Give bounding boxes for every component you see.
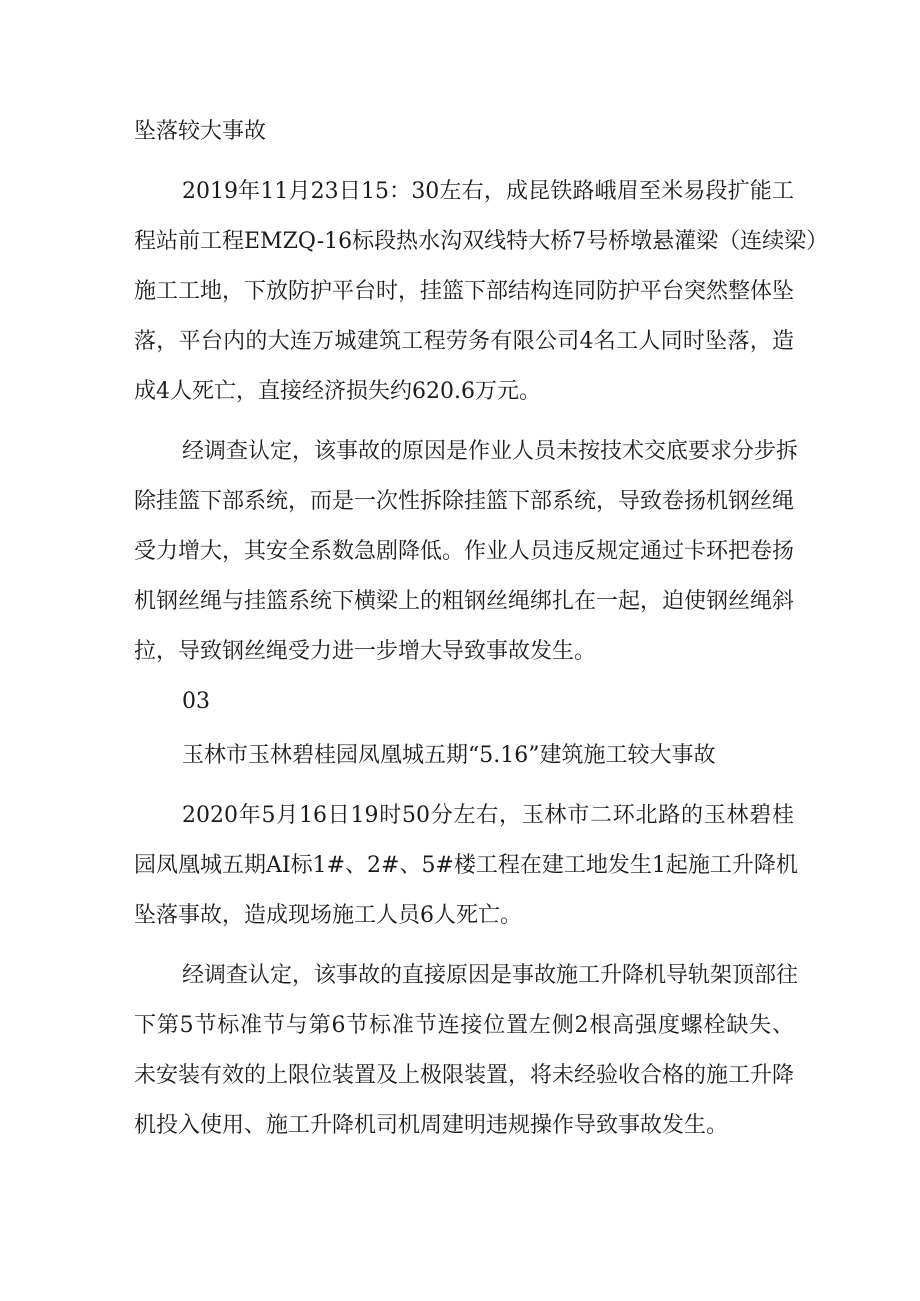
paragraph-line: 经调查认定，该事故的原因是作业人员未按技术交底要求分步拆	[182, 439, 799, 464]
paragraph-line: 机钢丝绳与挂篮系统下横梁上的粗钢丝绳绑扎在一起，迫使钢丝绳斜	[134, 589, 795, 614]
paragraph-line: 2020年5月16日19时50分左右，玉林市二环北路的玉林碧桂	[182, 803, 794, 828]
section1-title-tail: 坠落较大事故	[134, 119, 267, 144]
section2-number: 03	[182, 689, 210, 714]
paragraph-line: 下第5节标准节与第6节标准节连接位置左侧2根高强度螺栓缺失、	[134, 1013, 794, 1038]
paragraph-line: 程站前工程EMZQ-16标段热水沟双线特大桥7号桥墩悬灌梁（连续梁）	[134, 229, 829, 254]
paragraph-line: 机投入使用、施工升降机司机周建明违规操作导致事故发生。	[134, 1113, 729, 1138]
paragraph-line: 坠落事故，造成现场施工人员6人死亡。	[134, 903, 522, 928]
paragraph-line: 受力增大，其安全系数急剧降低。作业人员违反规定通过卡环把卷扬	[134, 539, 795, 564]
paragraph-line: 除挂篮下部系统，而是一次性拆除挂篮下部系统，导致卷扬机钢丝绳	[134, 489, 795, 514]
paragraph-line: 经调查认定，该事故的直接原因是事故施工升降机导轨架顶部往	[182, 963, 799, 988]
paragraph-line: 成4人死亡，直接经济损失约620.6万元。	[134, 379, 541, 404]
paragraph-line: 未安装有效的上限位装置及上极限装置，将未经验收合格的施工升降	[134, 1063, 795, 1088]
paragraph-line: 2019年11月23日15：30左右，成昆铁路峨眉至米易段扩能工	[182, 179, 794, 204]
paragraph-line: 施工工地，下放防护平台时，挂篮下部结构连同防护平台突然整体坠	[134, 279, 795, 304]
paragraph-line: 园凤凰城五期AI标1#、2#、5#楼工程在建工地发生1起施工升降机	[134, 853, 798, 878]
paragraph-line: 拉，导致钢丝绳受力进一步增大导致事故发生。	[134, 639, 597, 664]
paragraph-line: 落，平台内的大连万城建筑工程劳务有限公司4名工人同时坠落，造	[134, 329, 794, 354]
section2-title: 玉林市玉林碧桂园凤凰城五期“5.16”建筑施工较大事故	[182, 743, 716, 768]
